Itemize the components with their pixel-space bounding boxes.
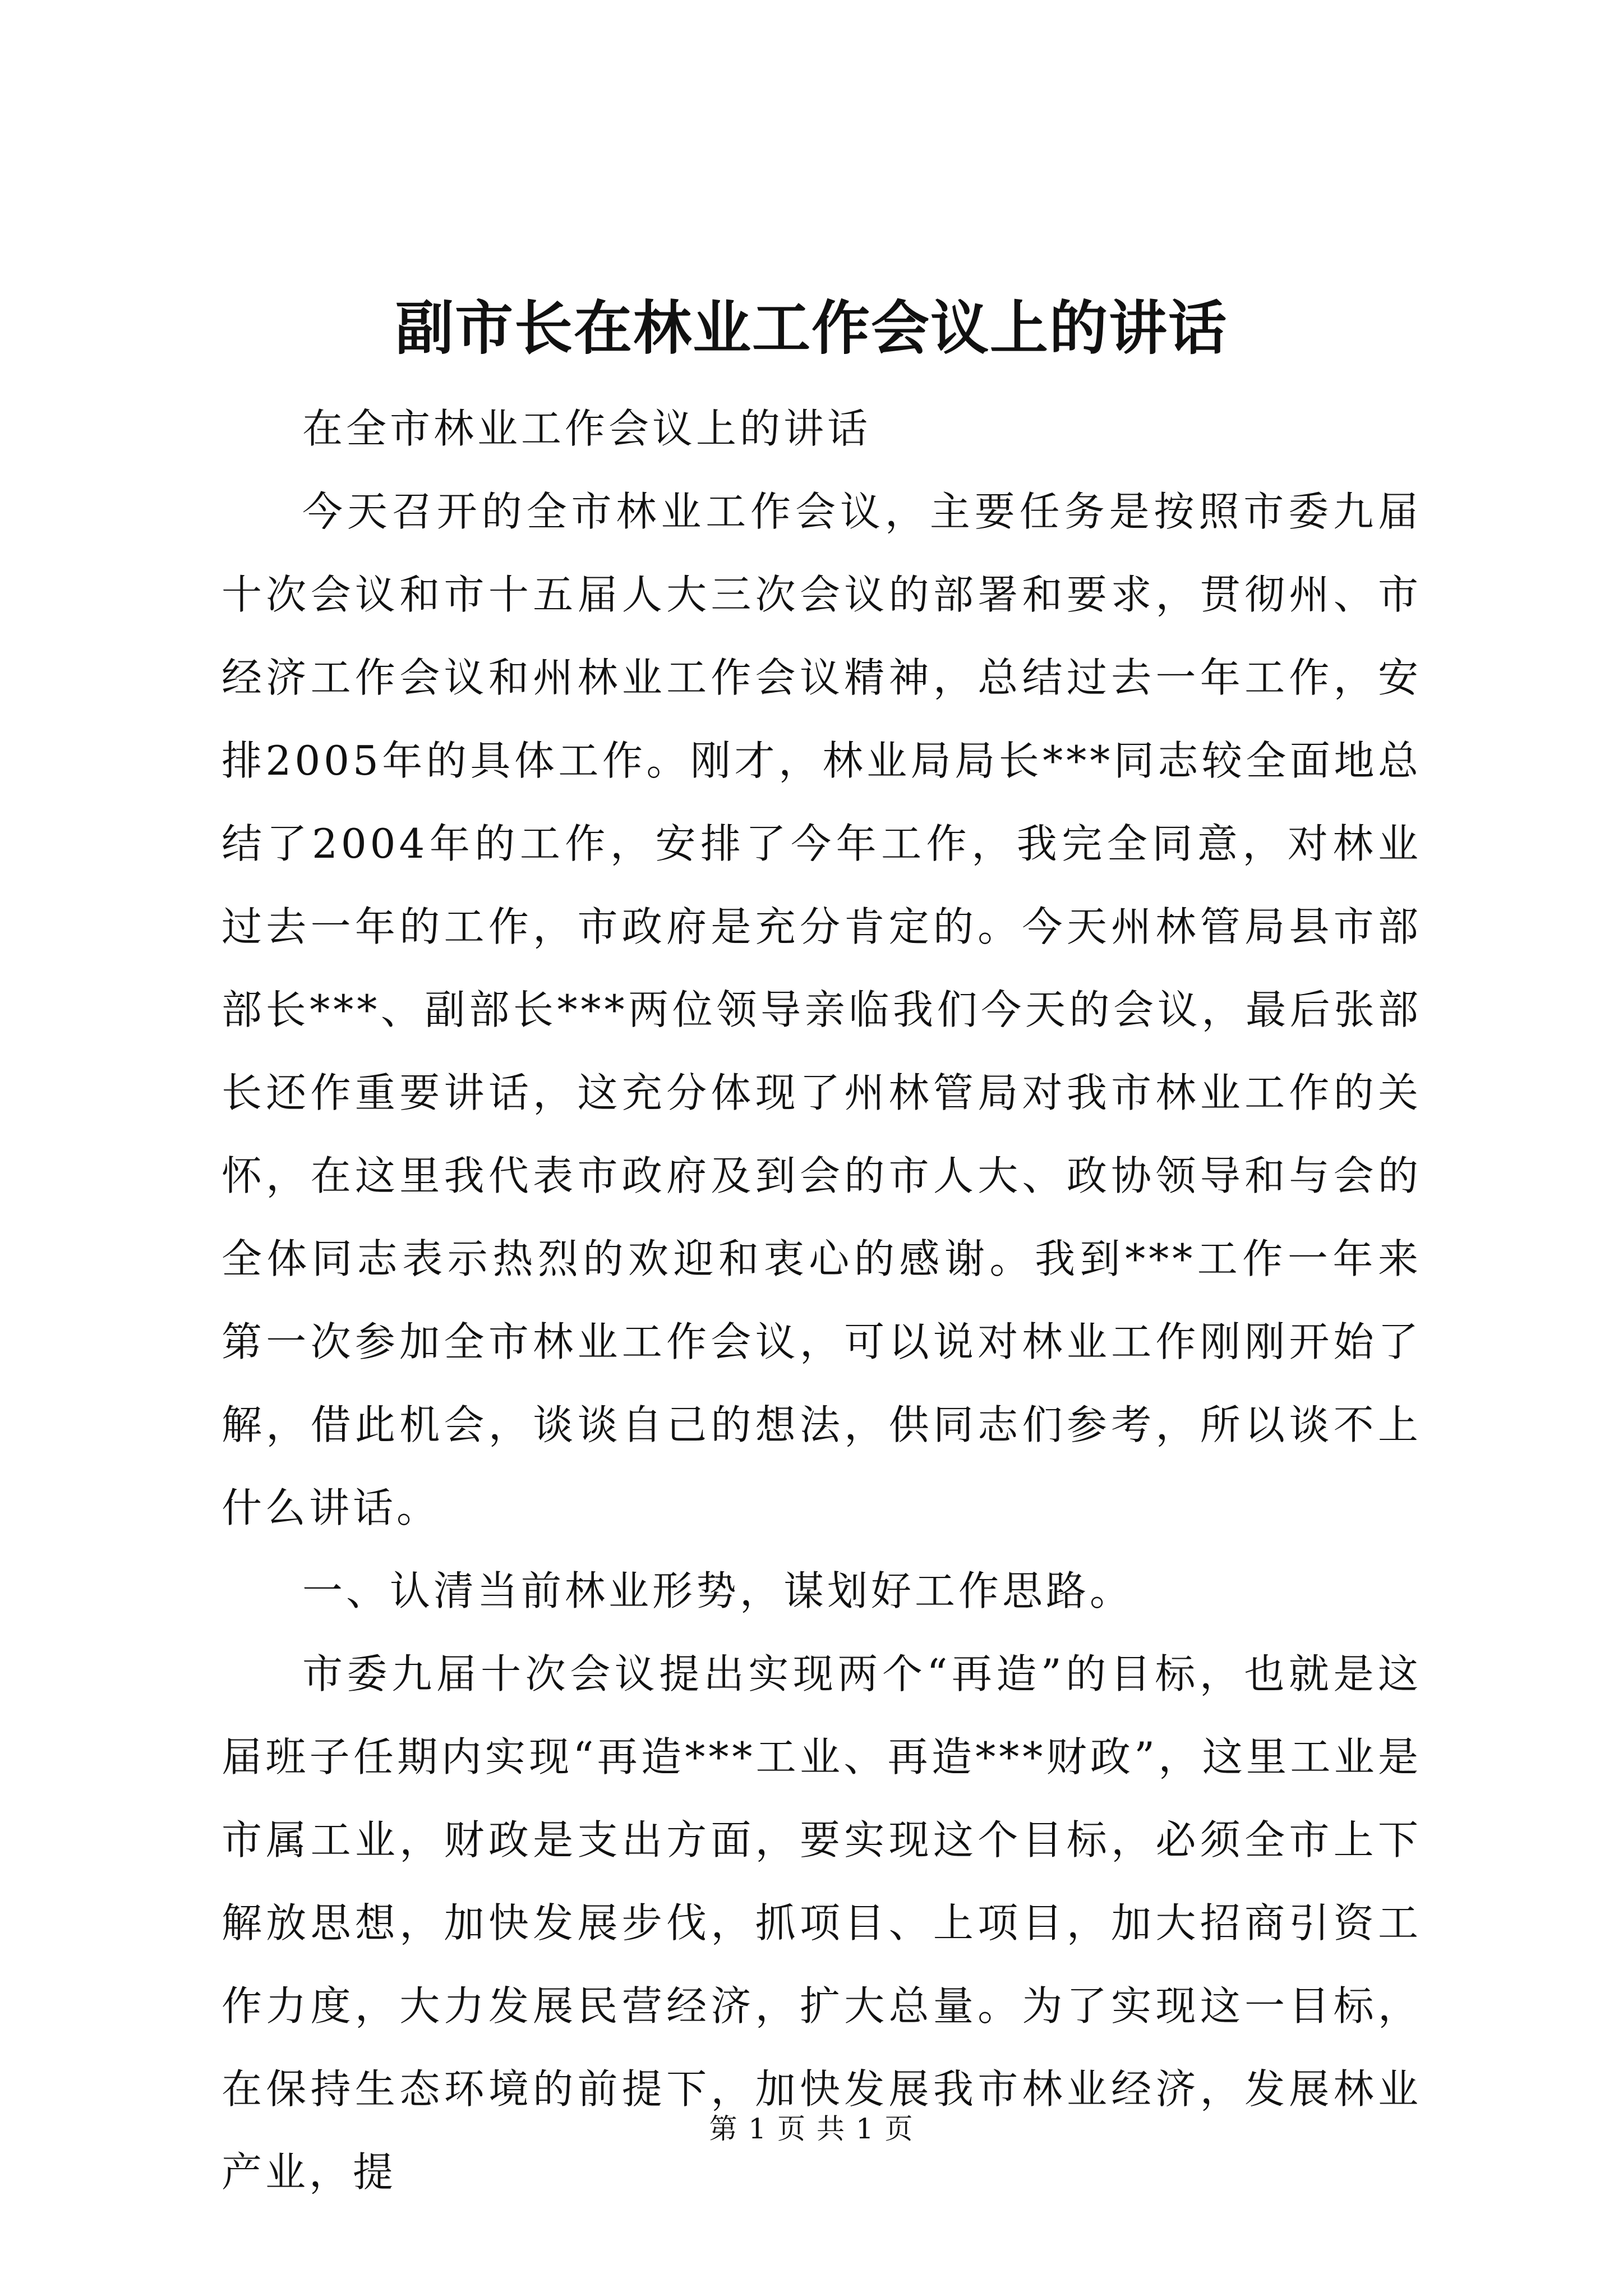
paragraph-section-heading: 一、认清当前林业形势，谋划好工作思路。 <box>302 1567 1134 1614</box>
document-body <box>222 387 1422 2214</box>
paragraph-intro: 今天召开的全市林业工作会议，主要任务是按照市委九届十次会议和市十五届人大三次会议的部署和要求，贯彻州、市经济工作会议和州林业工作会议精神，总结过去一年工作，安排2005年的具体工作。刚才，林业局局长***同志较全面地总结了2004年的工作，安排了今年工作，我完全同意，对林业过去一年的工作，市政府是充分肯定的。今天州林管局县市部部长***、副部长***两位领导亲临我们今天的会议，最后张部长还作重要讲话，这充分体现了州林管局对我市林业工作的关怀，在这里我代表市政府及到会的市人大、政协领导和与会的全体同志表示热烈的欢迎和衷心的感谢。我到***工作一年来第一次参加全市林业工作会议，可以说对林业工作刚刚开始了解，借此机会，谈谈自己的想法，供同志们参考，所以谈不上什么讲话。 <box>222 488 1422 1531</box>
document-title: 副市长在林业工作会议上的讲话 <box>395 293 1228 362</box>
page-footer: 第 1 页 共 1 页 <box>709 2113 914 2145</box>
paragraph-section-body: 市委九届十次会议提出实现两个“再造”的目标，也就是这届班子任期内实现“再造***工业、再造***财政”，这里工业是市属工业，财政是支出方面，要实现这个目标，必须全市上下解放思想，加快发展步伐，抓项目、上项目，加大招商引资工作力度，大力发展民营经济，扩大总量。为了实现这一目标，在保持生态环境的前提下，加快发展我市林业经济，发展林业产业，提 <box>222 1650 1422 2196</box>
paragraph-subtitle: 在全市林业工作会议上的讲话 <box>302 405 872 452</box>
